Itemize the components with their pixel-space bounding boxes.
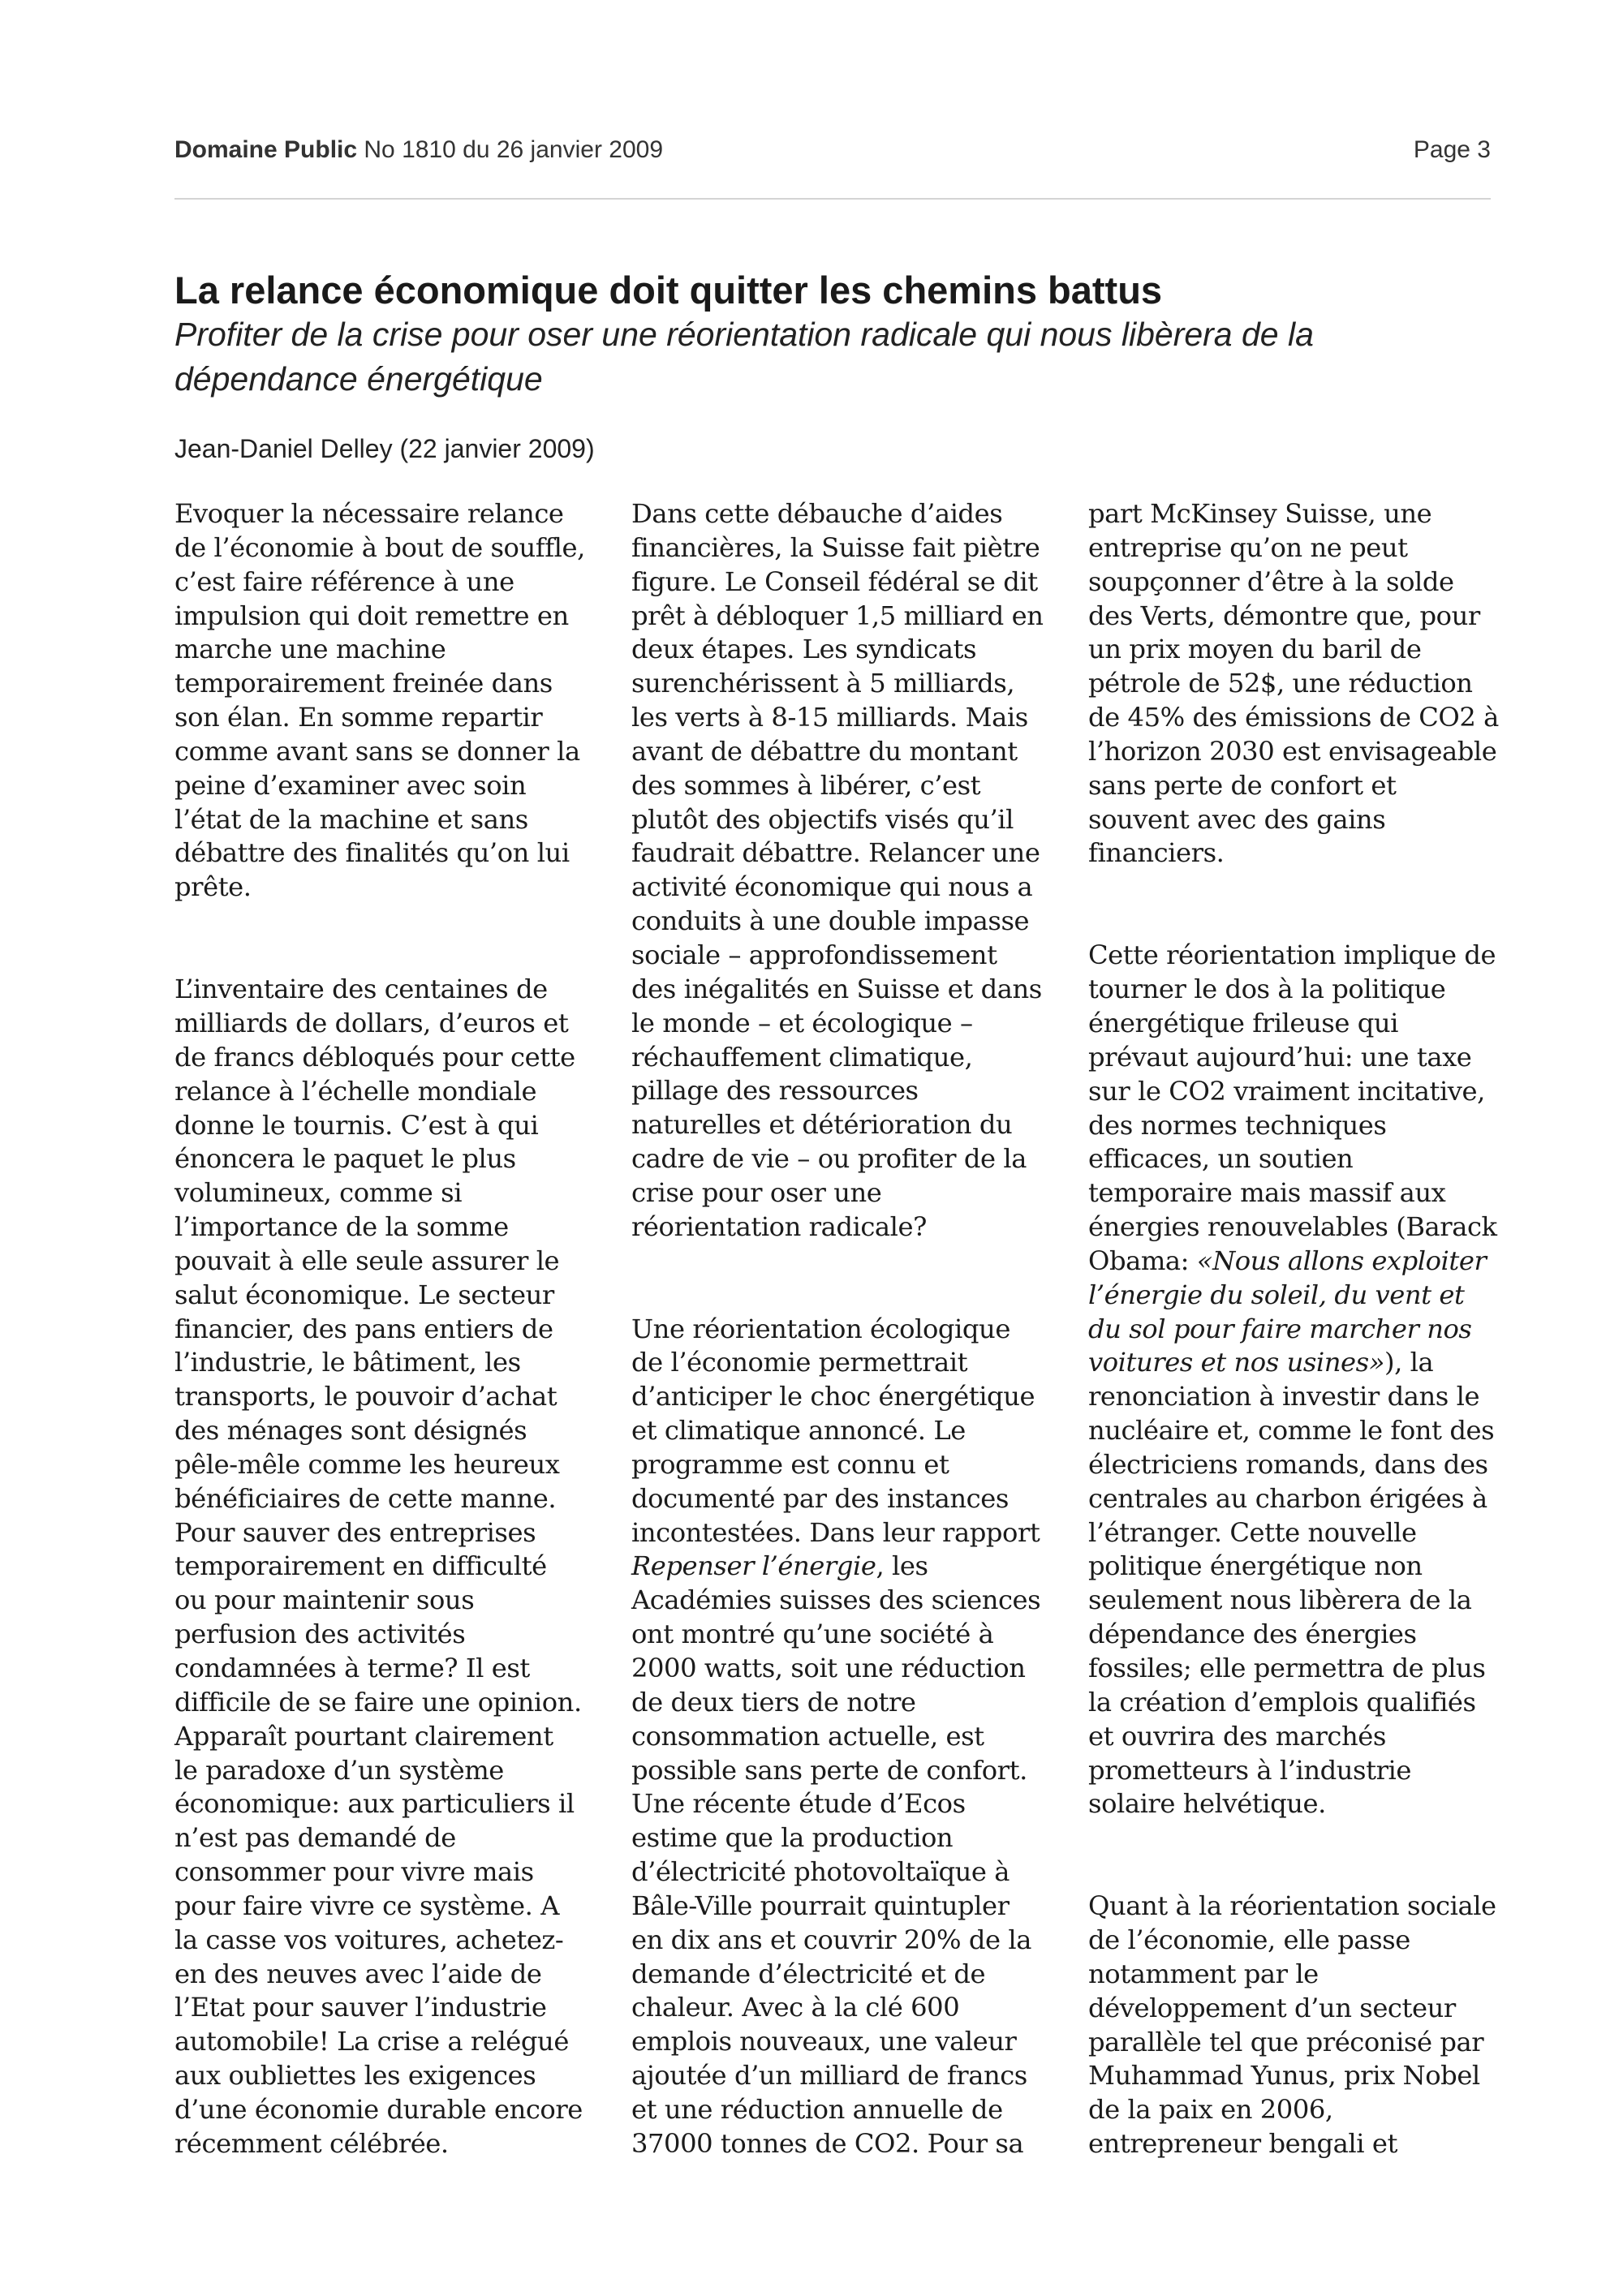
text-line: prêt à débloquer 1,5 milliard en (631, 600, 1044, 631)
text-line: salut économique. Le secteur (174, 1279, 554, 1310)
text-column-3 (1088, 497, 1506, 2161)
text-line: et climatique annoncé. Le (631, 1415, 966, 1447)
text-line: entreprise qu’on ne peut (1088, 531, 1408, 563)
header-left (174, 136, 663, 164)
text-line: des ménages sont désignés (174, 1415, 527, 1447)
header-divider (174, 198, 1491, 200)
text-line: chaleur. Avec à la clé 600 (631, 1992, 960, 2023)
text-line: prévaut aujourd’hui: une taxe (1088, 1041, 1472, 1073)
text-column-1 (174, 497, 592, 2161)
text-line: comme avant sans se donner la (174, 735, 580, 767)
text-line: c’est faire référence à une (174, 565, 514, 597)
text-line: renonciation à investir dans le (1088, 1381, 1480, 1412)
text-line: électriciens romands, dans des (1088, 1448, 1488, 1480)
text-line: pêle-mêle comme les heureux (174, 1448, 560, 1480)
article-title: La relance économique doit quitter les chemins battus (174, 269, 1163, 312)
quote: l’énergie du soleil, du vent et (1088, 1279, 1465, 1310)
text-line: 37000 tonnes de CO2. Pour sa (631, 2127, 1024, 2159)
text-line: de 45% des émissions de CO2 à (1088, 702, 1499, 733)
text-line (1088, 1279, 1506, 1313)
text-line: avant de débattre du montant (631, 735, 1018, 767)
paragraph (174, 497, 592, 905)
quote: du sol pour faire marcher nos (1088, 1313, 1472, 1344)
paragraph-gap (174, 905, 592, 973)
text-line: demande d’électricité et de (631, 1958, 986, 1989)
paragraph (1088, 1890, 1506, 2161)
paragraph-gap (1088, 871, 1506, 939)
text-line: bénéficiaires de cette manne. (174, 1482, 557, 1514)
text-line: figure. Le Conseil fédéral se dit (631, 565, 1038, 597)
text-line: débattre des finalités qu’on lui (174, 837, 570, 869)
text-line: financier, des pans entiers de (174, 1313, 553, 1344)
text-line: volumineux, comme si (174, 1177, 463, 1209)
text-line: dépendance des énergies (1088, 1619, 1417, 1650)
text-line: politique énergétique non (1088, 1550, 1423, 1582)
text-line: voitures et nos usines»), la (1088, 1347, 1434, 1378)
article-byline: Jean-Daniel Delley (22 janvier 2009) (174, 434, 595, 463)
text-line: donne le tournis. C’est à qui (174, 1109, 539, 1141)
text-line: temporaire mais massif aux (1088, 1177, 1446, 1209)
text-line: et ouvrira des marchés (1088, 1720, 1386, 1752)
text-line: réorientation radicale? (631, 1210, 927, 1242)
text-line: surenchérissent à 5 milliards, (631, 668, 1015, 699)
text-line: énergies renouvelables (Barack (1088, 1211, 1497, 1243)
issue-info: No 1810 du 26 janvier 2009 (364, 136, 664, 163)
text-line: L’inventaire des centaines de (174, 974, 548, 1005)
text-line: d’anticiper le choc énergétique (631, 1381, 1035, 1412)
text-line: plutôt des objectifs visés qu’il (631, 803, 1014, 835)
text-line: entrepreneur bengali et (1088, 2128, 1397, 2160)
text-line: Repenser l’énergie, les (631, 1550, 928, 1582)
paragraph (1088, 939, 1506, 1821)
text-line: programme est connu et (631, 1448, 949, 1480)
text-line: efficaces, un soutien (1088, 1143, 1354, 1175)
text-line: activité économique qui nous a (631, 871, 1033, 903)
text-line: nucléaire et, comme le font des (1088, 1415, 1495, 1447)
text-line: condamnées à terme? Il est (174, 1653, 530, 1683)
text-line: impulsion qui doit remettre en (174, 600, 569, 631)
text-line: récemment célébrée. (174, 2127, 449, 2159)
text-line: consommer pour vivre mais (174, 1856, 534, 1888)
text-line: un prix moyen du baril de (1088, 634, 1422, 665)
text-line: de la paix en 2006, (1088, 2094, 1333, 2126)
text-line: pétrole de 52$, une réduction (1088, 668, 1473, 699)
book-title: Repenser l’énergie (631, 1550, 876, 1582)
text-line: développement d’un secteur (1088, 1992, 1456, 2023)
text-line: automobile! La crise a relégué (174, 2026, 569, 2057)
text-line: souvent avec des gains (1088, 803, 1386, 835)
page-number: Page 3 (1413, 136, 1491, 163)
text-line: l’horizon 2030 est envisageable (1088, 735, 1497, 767)
text-line: l’étranger. Cette nouvelle (1088, 1516, 1417, 1548)
text-line: conduits à une double impasse (631, 905, 1030, 937)
text-line: difficile de se faire une opinion. (174, 1686, 582, 1718)
text-line: consommation actuelle, est (631, 1720, 984, 1752)
text-line: son élan. En somme repartir (174, 702, 543, 733)
text-line: centrales au charbon érigées à (1088, 1482, 1487, 1514)
text-line: deux étapes. Les syndicats (631, 634, 977, 665)
text-line: pillage des ressources (631, 1075, 919, 1107)
text-line: de deux tiers de notre (631, 1686, 916, 1718)
text-line: transports, le pouvoir d’achat (174, 1381, 558, 1412)
text-line: en des neuves avec l’aide de (174, 1958, 542, 1989)
text-line: temporairement en difficulté (174, 1550, 547, 1582)
quote: voitures et nos usines» (1088, 1347, 1384, 1378)
text-line: incontestées. Dans leur rapport (631, 1516, 1040, 1548)
text-line: temporairement freinée dans (174, 668, 553, 699)
text-line: l’Etat pour sauver l’industrie (174, 1992, 547, 2023)
text-line: Muhammad Yunus, prix Nobel (1088, 2060, 1480, 2092)
text-line: crise pour oser une (631, 1176, 882, 1208)
text-line: estime que la production (631, 1822, 954, 1854)
text-line: Evoquer la nécessaire relance (174, 498, 564, 529)
text-line: aux oubliettes les exigences (174, 2060, 536, 2092)
text-line: économique: aux particuliers il (174, 1788, 575, 1820)
text-line (1088, 1313, 1506, 1347)
subtitle-line: dépendance énergétique (174, 360, 543, 398)
text-line: pouvait à elle seule assurer le (174, 1245, 560, 1276)
text-line: Dans cette débauche d’aides (631, 498, 1003, 529)
text-line: marche une machine (174, 634, 446, 665)
text-line: pour faire vivre ce système. A (174, 1890, 560, 1921)
text-line: en dix ans et couvrir 20% de la (631, 1924, 1031, 1955)
text-line: cadre de vie – ou profiter de la (631, 1143, 1027, 1175)
text-line: Obama: «Nous allons exploiter (1088, 1245, 1487, 1276)
text-line: ajoutée d’un milliard de francs (631, 2060, 1027, 2092)
text-line: fossiles; elle permettra de plus (1088, 1653, 1486, 1683)
text-line: le paradoxe d’un système (174, 1754, 504, 1786)
text-line: prometteurs à l’industrie (1088, 1754, 1411, 1786)
text-line: Pour sauver des entreprises (174, 1516, 536, 1548)
page-header (174, 136, 1491, 169)
text-column-2 (631, 497, 1049, 2161)
text-line: perfusion des activités (174, 1619, 466, 1650)
text-line: Quant à la réorientation sociale (1088, 1890, 1496, 1922)
text-line: relance à l’échelle mondiale (174, 1075, 537, 1107)
text-line: d’une économie durable encore (174, 2093, 583, 2125)
text-line: de l’économie, elle passe (1088, 1924, 1410, 1956)
paragraph-gap (631, 1245, 1049, 1313)
text-line: les verts à 8-15 milliards. Mais (631, 702, 1028, 733)
text-line: emplois nouveaux, une valeur (631, 2026, 1017, 2057)
publication-name: Domaine Public (174, 136, 358, 163)
text-line: sociale – approfondissement (631, 939, 997, 970)
text-line: Cette réorientation implique de (1088, 939, 1496, 971)
text-line: sans perte de confort et (1088, 769, 1397, 801)
text-line: seulement nous libèrera de la (1088, 1584, 1472, 1616)
text-line: des Verts, démontre que, pour (1088, 600, 1480, 631)
text-line: naturelles et détérioration du (631, 1109, 1013, 1141)
text-line: ont montré qu’une société à (631, 1619, 994, 1650)
text-line: possible sans perte de confort. (631, 1754, 1027, 1786)
text-line: et une réduction annuelle de (631, 2093, 1003, 2125)
paragraph (631, 497, 1049, 1245)
text-line: notamment par le (1088, 1958, 1319, 1989)
text-line: prête. (174, 871, 252, 903)
paragraph-gap (1088, 1821, 1506, 1890)
quote: «Nous allons exploiter (1196, 1245, 1487, 1276)
text-line: énoncera le paquet le plus (174, 1143, 516, 1175)
text-line: des sommes à libérer, c’est (631, 769, 981, 801)
text-line: sur le CO2 vraiment incitative, (1088, 1075, 1485, 1107)
text-line: n’est pas demandé de (174, 1822, 456, 1854)
text-line: de l’économie à bout de souffle, (174, 531, 585, 563)
text-line: des normes techniques (1088, 1109, 1387, 1141)
text-line: financières, la Suisse fait piètre (631, 531, 1040, 563)
paragraph (1088, 497, 1506, 871)
text-line: financiers. (1088, 837, 1225, 869)
text-line: Une réorientation écologique (631, 1313, 1010, 1344)
paragraph (631, 1313, 1049, 2161)
article-subtitle (174, 312, 1491, 402)
text-line: la création d’emplois qualifiés (1088, 1686, 1476, 1718)
text-line: 2000 watts, soit une réduction (631, 1653, 1026, 1683)
text-line: énergétique frileuse qui (1088, 1007, 1399, 1038)
text-line: tourner le dos à la politique (1088, 974, 1446, 1005)
text-line: Apparaît pourtant clairement (174, 1720, 553, 1752)
text-line: l’industrie, le bâtiment, les (174, 1347, 521, 1378)
text-line: Une récente étude d’Ecos (631, 1788, 966, 1820)
text-line: des inégalités en Suisse et dans (631, 973, 1042, 1004)
paragraph (174, 973, 592, 2161)
text-line: documenté par des instances (631, 1482, 1009, 1514)
text-line: faudrait débattre. Relancer une (631, 837, 1040, 869)
text-line: soupçonner d’être à la solde (1088, 565, 1454, 597)
text-line: part McKinsey Suisse, une (1088, 498, 1432, 529)
text-line: de francs débloqués pour cette (174, 1041, 575, 1073)
subtitle-line: Profiter de la crise pour oser une réorientation radicale qui nous libèrera de la (174, 316, 1314, 353)
text-line: l’importance de la somme (174, 1211, 509, 1243)
text-line: le monde – et écologique – (631, 1007, 973, 1038)
text-line: peine d’examiner avec soin (174, 769, 527, 801)
text-line: d’électricité photovoltaïque à (631, 1856, 1010, 1888)
text-line: de l’économie permettrait (631, 1347, 968, 1378)
text-line: Bâle-Ville pourrait quintupler (631, 1890, 1010, 1921)
text-line: la casse vos voitures, achetez- (174, 1924, 564, 1955)
text-line: Académies suisses des sciences (631, 1584, 1041, 1616)
text-line: ou pour maintenir sous (174, 1584, 475, 1616)
text-line: réchauffement climatique, (631, 1041, 973, 1073)
text-line: milliards de dollars, d’euros et (174, 1007, 569, 1038)
text-line: solaire helvétique. (1088, 1788, 1326, 1820)
text-line: parallèle tel que préconisé par (1088, 2026, 1484, 2057)
text-line: l’état de la machine et sans (174, 803, 528, 835)
